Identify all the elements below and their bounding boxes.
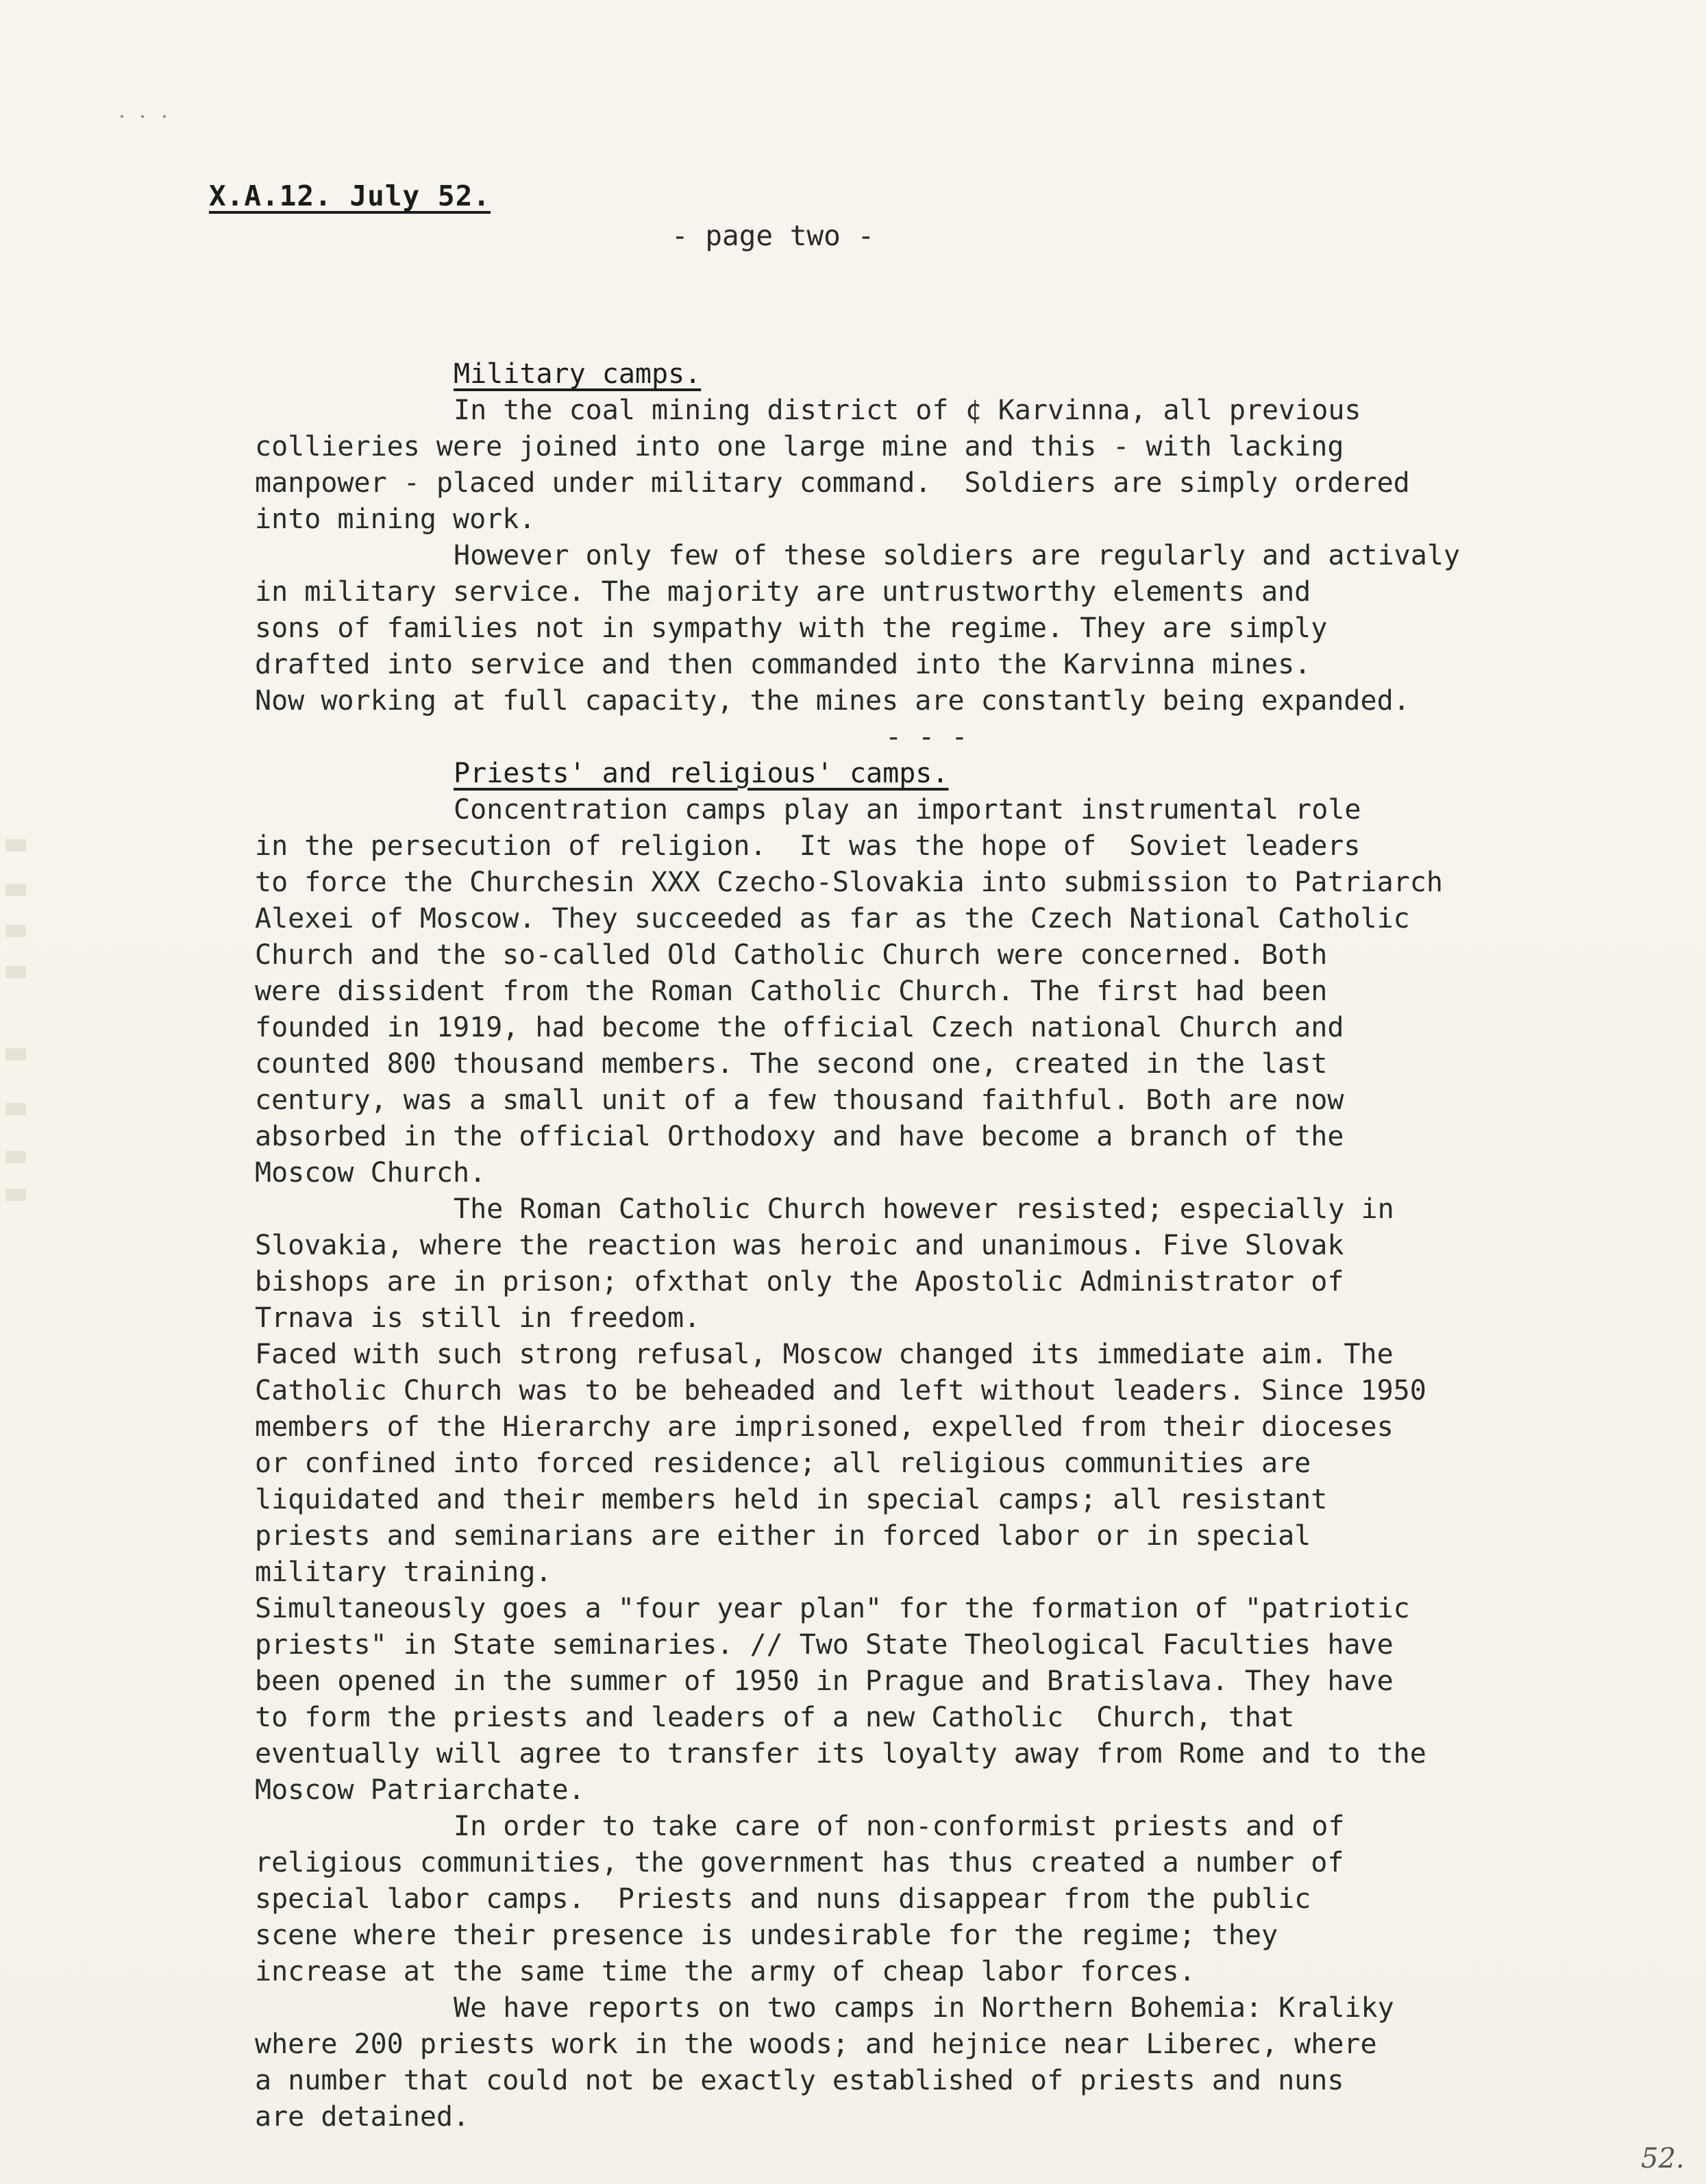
document-body — [255, 356, 1694, 2135]
text-line: in the persecution of religion. It was the hope of Soviet leaders — [255, 830, 1361, 862]
text-line: Simultaneously goes a "four year plan" for the formation of "patriotic — [255, 1593, 1410, 1624]
text-line: Moscow Church. — [255, 1157, 486, 1189]
text-line: been opened in the summer of 1950 in Prague and Bratislava. They have — [255, 1665, 1394, 1697]
text-line: founded in 1919, had become the official Czech national Church and — [255, 1012, 1344, 1043]
text-line: or confined into forced residence; all religious communities are — [255, 1448, 1311, 1479]
section-separator: - - - — [885, 721, 968, 753]
folio-number: 52. — [1641, 2143, 1685, 2174]
page-header: - page two - — [671, 219, 875, 252]
text-line: Church and the so-called Old Catholic Church were concerned. Both — [255, 939, 1328, 971]
text-line: liquidated and their members held in special camps; all resistant — [255, 1484, 1328, 1515]
text-line: Moscow Patriarchate. — [255, 1774, 585, 1806]
binding-mark — [5, 884, 26, 896]
text-line: increase at the same time the army of cheap labor forces. — [255, 1956, 1196, 1987]
text-line: Now working at full capacity, the mines are constantly being expanded. — [255, 685, 1410, 717]
text-line: were dissident from the Roman Catholic Church. The first had been — [255, 976, 1328, 1007]
text-line: special labor camps. Priests and nuns disappear from the public — [255, 1883, 1311, 1915]
paper-speck — [121, 115, 123, 118]
text-line: a number that could not be exactly established of priests and nuns — [255, 2065, 1344, 2096]
text-line: counted 800 thousand members. The second one, created in the last — [255, 1048, 1328, 1080]
text-line: into mining work. — [255, 504, 536, 535]
text-line: Slovakia, where the reaction was heroic and unanimous. Five Slovak — [255, 1230, 1344, 1261]
text-line: Catholic Church was to be beheaded and left without leaders. Since 1950 — [255, 1375, 1426, 1406]
binding-mark — [5, 1189, 26, 1201]
binding-mark — [5, 925, 26, 937]
text-line: bishops are in prison; ofxthat only the Apostolic Administrator of — [255, 1266, 1344, 1298]
text-line: Alexei of Moscow. They succeeded as far as the Czech National Catholic — [255, 903, 1410, 934]
text-line: In order to take care of non-conformist priests and of — [454, 1811, 1345, 1842]
text-line: to force the Churchesin XXX Czecho-Slovakia into submission to Patriarch — [255, 867, 1443, 898]
text-line: religious communities, the government has thus created a number of — [255, 1847, 1344, 1878]
text-line: in military service. The majority are untrustworthy elements and — [255, 576, 1311, 608]
section-heading: Military camps. — [454, 358, 702, 390]
text-line: manpower - placed under military command. Soldiers are simply ordered — [255, 467, 1410, 499]
binding-mark — [5, 839, 26, 852]
text-line: However only few of these soldiers are regularly and activaly — [454, 540, 1461, 571]
binding-mark — [5, 1151, 26, 1163]
text-line: priests and seminarians are either in forced labor or in special — [255, 1520, 1311, 1552]
text-line: century, was a small unit of a few thousand faithful. Both are now — [255, 1084, 1344, 1116]
text-line: The Roman Catholic Church however resisted; especially in — [454, 1193, 1394, 1225]
binding-mark — [5, 966, 26, 978]
text-line: sons of families not in sympathy with the regime. They are simply — [255, 612, 1328, 644]
text-line: military training. — [255, 1556, 552, 1588]
paper-speck — [141, 115, 144, 118]
text-line: Trnava is still in freedom. — [255, 1302, 701, 1334]
text-line: where 200 priests work in the woods; and hejnice near Liberec, where — [255, 2028, 1377, 2060]
document-reference: X.A.12. July 52. — [209, 179, 491, 212]
text-line: We have reports on two camps in Northern Bohemia: Kraliky — [454, 1992, 1394, 2024]
text-line: absorbed in the official Orthodoxy and have become a branch of the — [255, 1121, 1344, 1152]
text-line: to form the priests and leaders of a new Catholic Church, that — [255, 1702, 1295, 1733]
binding-mark — [5, 1048, 26, 1060]
text-line: priests" in State seminaries. // Two State Theological Faculties have — [255, 1629, 1394, 1661]
text-line: Concentration camps play an important instrumental role — [454, 794, 1361, 826]
section-heading: Priests' and religious' camps. — [454, 758, 949, 789]
text-line: collieries were joined into one large mine and this - with lacking — [255, 431, 1344, 462]
text-line: members of the Hierarchy are imprisoned, expelled from their dioceses — [255, 1411, 1394, 1443]
text-line: In the coal mining district of ¢ Karvinna, all previous — [454, 395, 1361, 426]
text-line: drafted into service and then commanded into the Karvinna mines. — [255, 649, 1311, 680]
text-line: are detained. — [255, 2101, 470, 2133]
text-line: scene where their presence is undesirable for the regime; they — [255, 1920, 1278, 1951]
paper-speck — [163, 115, 166, 118]
binding-mark — [5, 1103, 26, 1115]
text-line: Faced with such strong refusal, Moscow changed its immediate aim. The — [255, 1339, 1394, 1370]
text-line: eventually will agree to transfer its loyalty away from Rome and to the — [255, 1738, 1426, 1770]
